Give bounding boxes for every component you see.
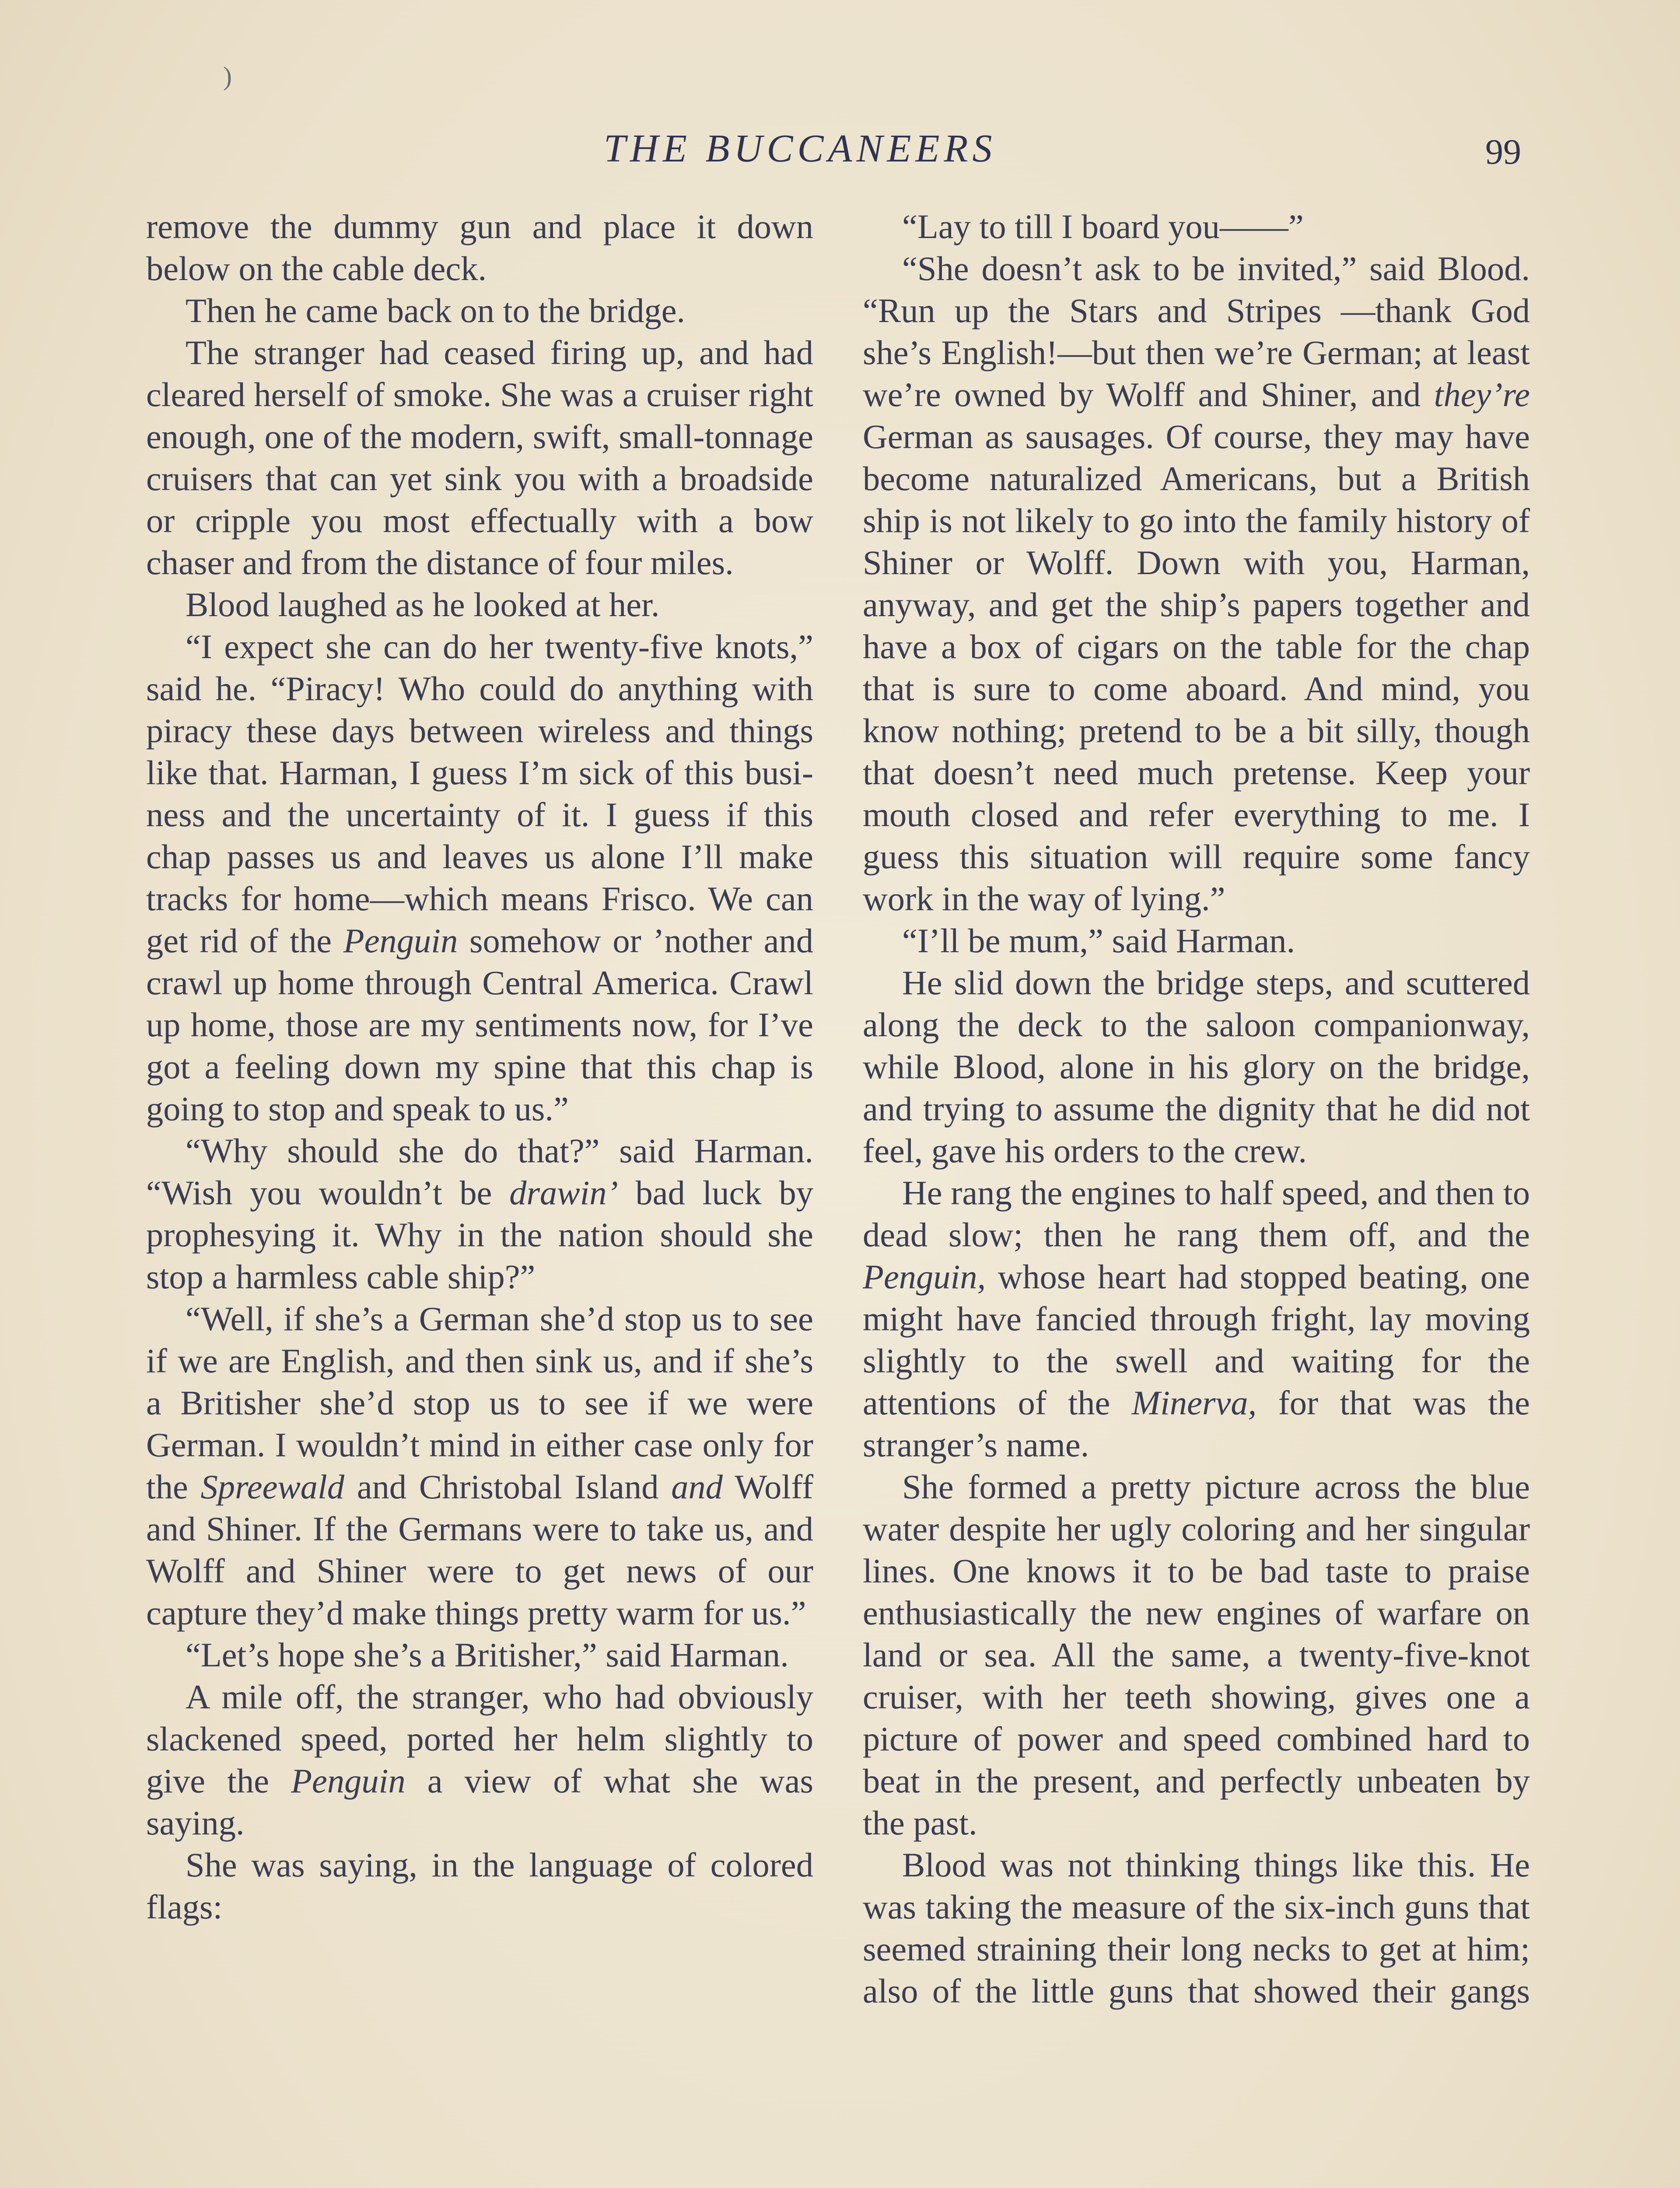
ship-name-italic: Spreewald <box>200 1468 345 1506</box>
text-run: She was saying, in the language of colored flags: <box>146 1846 813 1926</box>
text-run: and Christobal Island <box>344 1468 659 1506</box>
text-run: “Why should she do that?” said Harman. “Wish you wouldn’t be <box>146 1132 813 1212</box>
ship-name-italic: Minerva, <box>1131 1384 1257 1422</box>
text-run: somehow or ’nother and crawl up home through Central America. Crawl up home, those are my sentiments now, for I’ve got a feeling down my spine that this chap is going to stop and speak to us.” <box>146 922 814 1128</box>
text-run: Blood was not thinking things like this. He was taking the measure of the six-inch guns that seemed straining their long necks to get at him; also of the little guns that showed their gangs <box>863 1846 1530 2010</box>
text-run: a view of what she was saying. <box>146 1762 813 1842</box>
text-run: Blood laughed as he looked at her. <box>186 586 660 624</box>
text-run: Wolff and Shiner. If the Germans were to take us, and Wolff and Shiner were to get news of our capture they’d make things pretty warm for us.” <box>146 1468 814 1632</box>
text-run: “Let’s hope she’s a Britisher,” said Harman. <box>186 1636 789 1674</box>
paragraph <box>863 1172 1530 1466</box>
paragraph <box>146 206 813 290</box>
text-run: “She doesn’t ask to be invited,” said Blood. “Run up the Stars and Stripes —thank God she’s English!—but then we’re German; at least we’re owned by Wolff and Shiner, and <box>863 249 1530 414</box>
ship-name-italic: Penguin, <box>863 1258 986 1296</box>
paragraph <box>863 962 1530 1172</box>
text-column-left <box>146 206 813 1928</box>
paragraph <box>146 1130 813 1298</box>
text-run: “Well, if she’s a German she’d stop us to see if we are English, and then sink us, and if she’s a Britisher she’d stop us to see if we were German. I wouldn’t mind in either case only for the <box>146 1300 813 1506</box>
ship-name-italic: Penguin <box>291 1762 406 1800</box>
text-run: German as sausages. Of course, they may have become naturalized Americans, but a British ship is not likely to go into the family history of Shiner or Wolff. Down with you, Harman, anyway, and get the ship’s papers together and have a box of cigars on the table for the chap that is sure to come aboard. And mind, you know nothing; pretend to be a bit silly, though that doesn’t need much pretense. Keep your mouth closed and refer everything to me. I guess this situation will require some fancy work in the way of lying.” <box>863 417 1530 918</box>
emphasis-italic: and <box>671 1468 723 1506</box>
paragraph <box>146 626 813 1130</box>
text-column-right <box>863 206 1530 2012</box>
text-run: whose heart had stopped beating, one might have fancied through fright, lay moving slightly to the swell and waiting for the attentions of the <box>863 1258 1530 1422</box>
paragraph <box>863 1466 1530 1844</box>
paragraph <box>146 332 813 584</box>
running-head: THE BUCCANEERS <box>604 127 997 170</box>
margin-mark: ) <box>223 62 232 91</box>
page-number: 99 <box>1485 132 1521 172</box>
text-run: “Lay to till I board you——” <box>902 207 1304 245</box>
text-run: bad luck by prophesying it. Why in the nation should she stop a harmless cable ship?” <box>146 1174 813 1296</box>
emphasis-italic: they’re <box>1434 375 1530 414</box>
paragraph <box>146 1676 813 1844</box>
paragraph <box>863 920 1530 962</box>
text-run: He rang the engines to half speed, and then to dead slow; then he rang them off, and the <box>863 1174 1530 1254</box>
text-run: The stranger had ceased firing up, and had cleared herself of smoke. She was a cruiser right enough, one of the modern, swift, small-tonnage cruisers that can yet sink you with a broadside or cripple you most effectually with a bow chaser and from the distance of four miles. <box>146 333 813 582</box>
text-run: He slid down the bridge steps, and scuttered along the deck to the saloon companionway, while Blood, alone in his glory on the bridge, and trying to assume the dignity that he did not feel, gave his orders to the crew. <box>863 964 1530 1170</box>
paragraph <box>863 1844 1530 2012</box>
paragraph <box>146 1634 813 1676</box>
paragraph <box>863 206 1530 248</box>
paragraph <box>146 584 813 626</box>
ship-name-italic: Penguin <box>343 922 458 960</box>
text-run: She formed a pretty picture across the blue water despite her ugly coloring and her singular lines. One knows it to be bad taste to praise enthusiastically the new engines of warfare on land or sea. All the same, a twenty-five-knot cruiser, with her teeth showing, gives one a picture of power and speed combined hard to beat in the present, and perfectly unbeaten by the past. <box>863 1468 1530 1842</box>
text-run: for that was the stranger’s name. <box>863 1384 1530 1464</box>
paragraph <box>146 1298 813 1634</box>
paragraph <box>146 1844 813 1928</box>
text-run: “I’ll be mum,” said Harman. <box>902 922 1295 960</box>
paragraph <box>146 290 813 332</box>
text-run: “I expect she can do her twenty-five knots,” said he. “Piracy! Who could do anything with piracy these days between wireless and things like that. Harman, I guess I’m sick of this business and the uncertainty of it. I guess if this chap passes us and leaves us alone I’ll make tracks for home—which means Frisco. We can get rid of the <box>146 628 813 960</box>
emphasis-italic: drawin’ <box>509 1174 618 1212</box>
text-run: Then he came back on to the bridge. <box>186 291 686 330</box>
text-run: remove the dummy gun and place it down below on the cable deck. <box>146 207 813 288</box>
text-run: A mile off, the stranger, who had obviously slackened speed, ported her helm slightly to give the <box>146 1678 813 1800</box>
paragraph <box>863 248 1530 920</box>
